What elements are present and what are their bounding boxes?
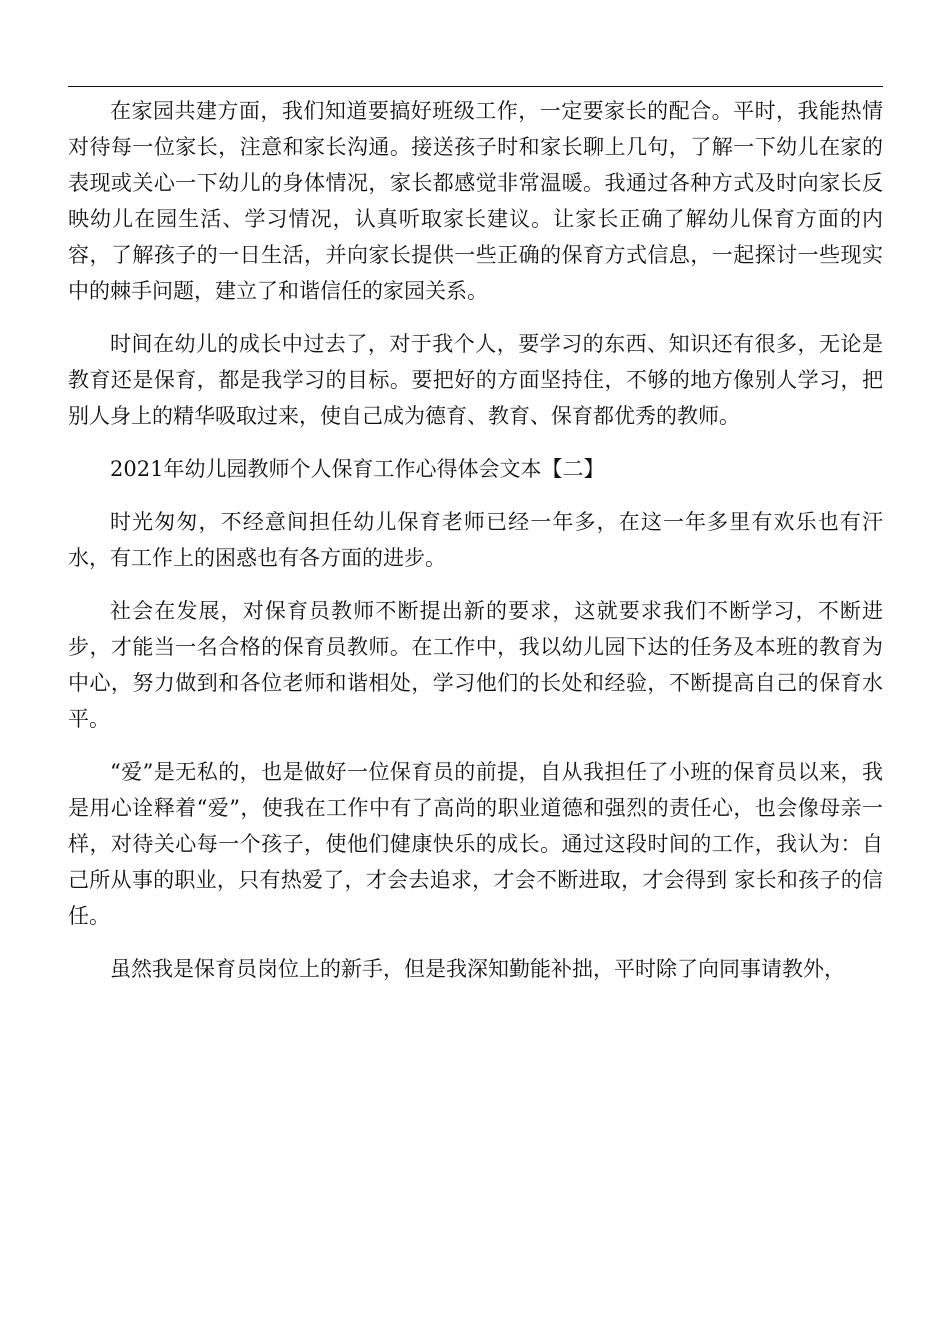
paragraph-society: 社会在发展，对保育员教师不断提出新的要求，这就要求我们不断学习，不断进步，才能当一名合格的保育员教师。在工作中，我以幼儿园下达的任务及本班的教育为中心，努力做到和各位老师和谐相处，学习他们的长处和经验，不断提高自己的保育水平。 [68,599,883,731]
document-body [68,93,883,987]
paragraph-love: “爱”是无私的，也是做好一位保育员的前提，自从我担任了小班的保育员以来，我是用心诠释着“爱”，使我在工作中有了高尚的职业道德和强烈的责任心，也会像母亲一样，对待关心每一个孩子，使他们健康快乐的成长。通过这段时间的工作，我认为：自己所从事的职业，只有热爱了，才会去追求，才会不断进取，才会得到 家长和孩子的信任。 [68,760,883,928]
section-heading: 2021年幼儿园教师个人保育工作心得体会文本【二】 [110,457,605,481]
header-rule [68,86,883,87]
paragraph-learning-goals: 时间在幼儿的成长中过去了，对于我个人，要学习的东西、知识还有很多，无论是教育还是保育，都是我学习的目标。要把好的方面坚持住，不够的地方像别人学习，把别人身上的精华吸取过来，使自己成为德育、教育、保育都优秀的教师。 [68,332,883,428]
paragraph-newcomer: 虽然我是保育员岗位上的新手，但是我深知勤能补拙，平时除了向同事请教外， [110,957,845,981]
paragraph-home-school: 在家园共建方面，我们知道要搞好班级工作，一定要家长的配合。平时，我能热情对待每一位家长，注意和家长沟通。接送孩子时和家长聊上几句，了解一下幼儿在家的表现或关心一下幼儿的身体情况，家长都感觉非常温暖。我通过各种方式及时向家长反映幼儿在园生活、学习情况，认真听取家长建议。让家长正确了解幼儿保育方面的内容，了解孩子的一日生活，并向家长提供一些正确的保育方式信息，一起探讨一些现实中的棘手问题，建立了和谐信任的家园关系。 [68,99,883,303]
paragraph-one-year: 时光匆匆，不经意间担任幼儿保育老师已经一年多，在这一年多里有欢乐也有汗水，有工作上的困惑也有各方面的进步。 [68,510,883,570]
